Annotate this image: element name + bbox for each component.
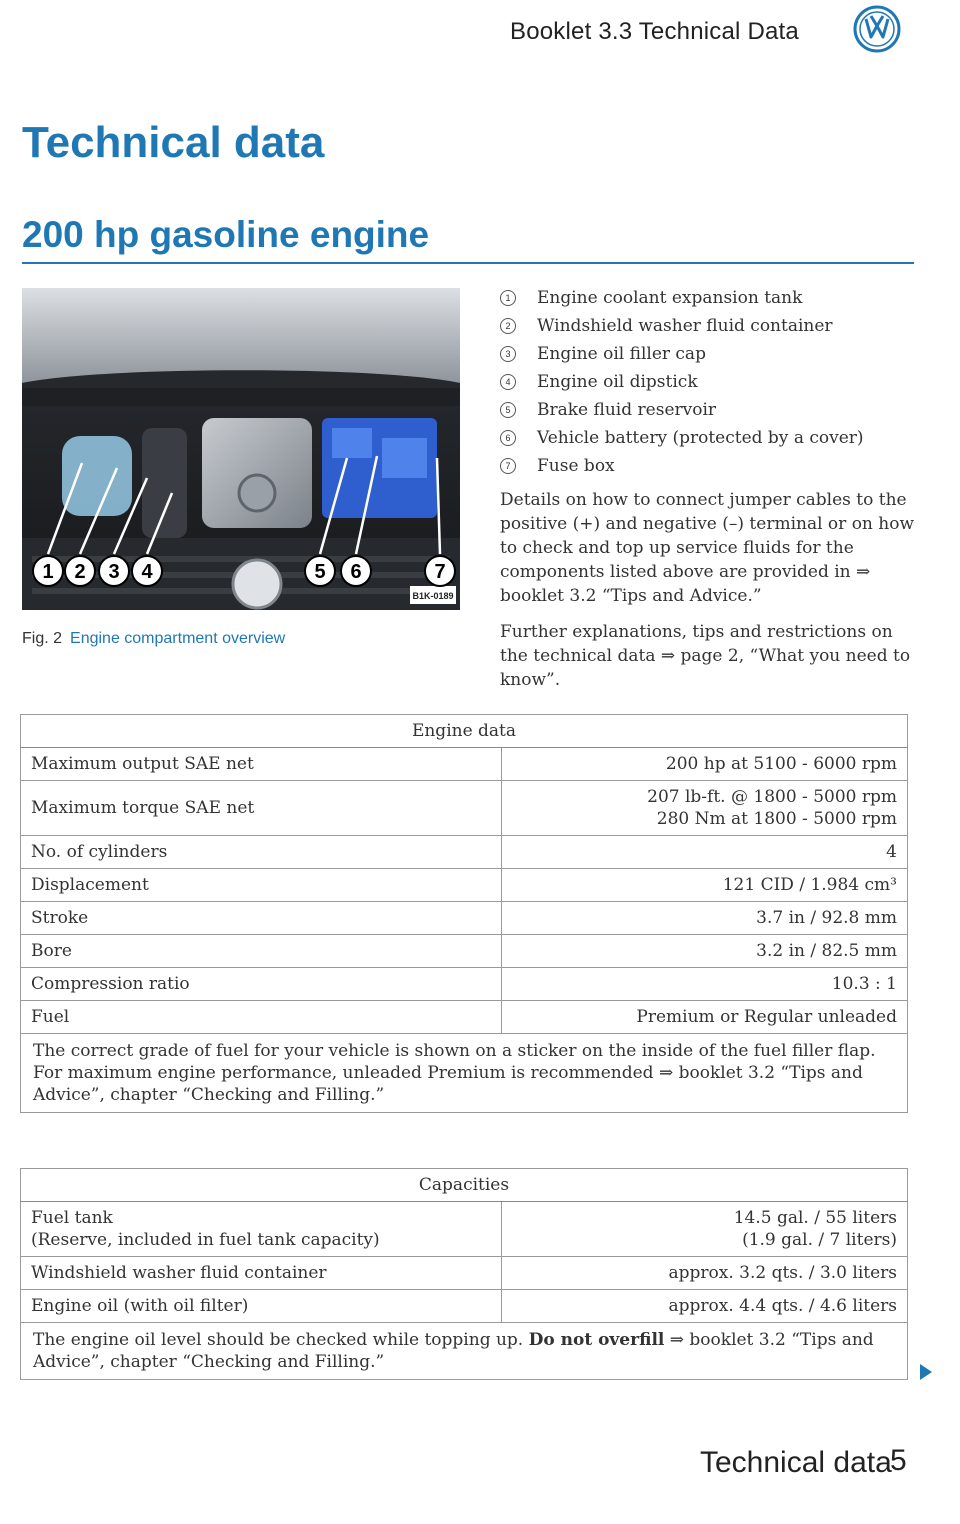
vw-logo-icon — [852, 4, 902, 54]
svg-text:3: 3 — [108, 561, 120, 583]
fuel-note: The correct grade of fuel for your vehicle is shown on a sticker on the inside of the fuel filler flap. For maximum engine performance, unleaded Premium is recommended ⇒ booklet 3.2 “Tips and Advice”, chapter “Checking and Filling.” — [21, 1034, 908, 1113]
table-row — [21, 836, 908, 869]
callout-1 — [33, 556, 63, 586]
do-not-overfill-warning: Do not overfill — [528, 1330, 665, 1350]
row-value: 121 CID / 1.984 cm³ — [502, 869, 908, 902]
table-row — [21, 869, 908, 902]
table-row — [21, 1001, 908, 1034]
svg-text:2: 2 — [74, 561, 86, 583]
row-value: 14.5 gal. / 55 liters (1.9 gal. / 7 liters) — [502, 1202, 908, 1257]
callout-7 — [425, 556, 455, 586]
svg-text:5: 5 — [314, 561, 326, 583]
engine-photo-illustration — [22, 288, 460, 610]
oil-note: The engine oil level should be checked while topping up. Do not overfill ⇒ booklet 3.2 “Tips and Advice”, chapter “Checking and Filling.” — [21, 1323, 908, 1380]
callout-2 — [65, 556, 95, 586]
explanations-paragraph: Further explanations, tips and restrictions on the technical data ⇒ page 2, “What you need to know”. — [500, 622, 911, 690]
legend-number: 7 — [500, 458, 516, 474]
table-row — [21, 935, 908, 968]
legend-item — [500, 396, 920, 424]
legend-number: 6 — [500, 430, 516, 446]
table-row — [21, 748, 908, 781]
legend-item — [500, 340, 920, 368]
component-legend — [500, 284, 920, 480]
row-label: Maximum output SAE net — [21, 748, 502, 781]
legend-number: 1 — [500, 290, 516, 306]
legend-number: 2 — [500, 318, 516, 334]
section-divider — [22, 262, 914, 264]
figure-caption-text: Engine compartment overview — [70, 630, 286, 647]
row-label: Displacement — [21, 869, 502, 902]
table-row — [21, 1290, 908, 1323]
table-row — [21, 1202, 908, 1257]
svg-text:4: 4 — [141, 561, 153, 583]
legend-text: Vehicle battery (protected by a cover) — [537, 428, 864, 448]
capacities-table — [20, 1168, 908, 1380]
row-value: 10.3 : 1 — [502, 968, 908, 1001]
legend-number: 3 — [500, 346, 516, 362]
legend-text: Engine oil dipstick — [537, 372, 698, 392]
row-value: 3.7 in / 92.8 mm — [502, 902, 908, 935]
section-title: 200 hp gasoline engine — [22, 214, 430, 255]
table-row — [21, 968, 908, 1001]
figure-badge: B1K-0189 — [412, 591, 454, 601]
row-value: 4 — [502, 836, 908, 869]
legend-item — [500, 424, 920, 452]
row-label: Fuel tank (Reserve, included in fuel tank capacity) — [21, 1202, 502, 1257]
figure-caption-number: Fig. 2 — [22, 630, 63, 647]
row-label: Maximum torque SAE net — [21, 781, 502, 836]
engine-compartment-figure — [22, 288, 460, 610]
row-label: Windshield washer fluid container — [21, 1257, 502, 1290]
figure-caption — [22, 630, 285, 648]
page-number: 5 — [890, 1444, 907, 1477]
jumper-cables-paragraph: Details on how to connect jumper cables to the positive (+) and negative (–) terminal or on how to check and top up service fluids for the components listed above are provided in ⇒ booklet 3.2 “Tips and Advice.” — [500, 490, 915, 606]
legend-item — [500, 452, 920, 480]
row-value: 207 lb-ft. @ 1800 - 5000 rpm 280 Nm at 1800 - 5000 rpm — [502, 781, 908, 836]
legend-text: Brake fluid reservoir — [537, 400, 717, 420]
capacities-caption: Capacities — [21, 1169, 908, 1202]
continue-arrow-icon — [920, 1364, 932, 1380]
table-row — [21, 1257, 908, 1290]
svg-text:6: 6 — [350, 561, 362, 583]
legend-item — [500, 312, 920, 340]
svg-text:1: 1 — [42, 561, 54, 583]
legend-text: Engine oil filler cap — [537, 344, 706, 364]
engine-data-table — [20, 714, 908, 1113]
svg-text:7: 7 — [434, 561, 446, 583]
callout-5 — [305, 556, 335, 586]
callout-6 — [341, 556, 371, 586]
legend-number: 4 — [500, 374, 516, 390]
legend-text: Windshield washer fluid container — [537, 316, 833, 336]
engine-data-caption: Engine data — [21, 715, 908, 748]
callout-4 — [132, 556, 162, 586]
table-row — [21, 902, 908, 935]
legend-item — [500, 284, 920, 312]
legend-text: Engine coolant expansion tank — [537, 288, 803, 308]
row-value: approx. 3.2 qts. / 3.0 liters — [502, 1257, 908, 1290]
booklet-header: Booklet 3.3 Technical Data — [510, 18, 799, 45]
row-value: 200 hp at 5100 - 6000 rpm — [502, 748, 908, 781]
row-label: Bore — [21, 935, 502, 968]
row-label: No. of cylinders — [21, 836, 502, 869]
table-row — [21, 781, 908, 836]
footer-title: Technical data — [700, 1446, 892, 1479]
legend-number: 5 — [500, 402, 516, 418]
page-title: Technical data — [22, 118, 325, 167]
legend-text: Fuse box — [537, 456, 615, 476]
row-label: Fuel — [21, 1001, 502, 1034]
row-label: Stroke — [21, 902, 502, 935]
row-label: Compression ratio — [21, 968, 502, 1001]
callout-3 — [99, 556, 129, 586]
legend-item — [500, 368, 920, 396]
row-label: Engine oil (with oil filter) — [21, 1290, 502, 1323]
row-value: 3.2 in / 82.5 mm — [502, 935, 908, 968]
row-value: Premium or Regular unleaded — [502, 1001, 908, 1034]
row-value: approx. 4.4 qts. / 4.6 liters — [502, 1290, 908, 1323]
